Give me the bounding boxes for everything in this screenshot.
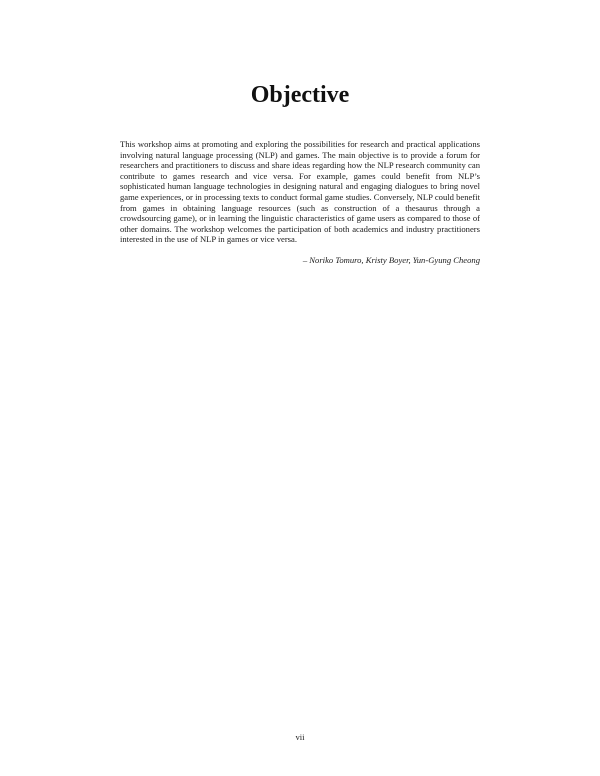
page-title: Objective (250, 82, 350, 108)
objective-paragraph: This workshop aims at promoting and exploring the possibilities for research and practical applications involving natural language processing (NLP) and games. The main objective is to provide a forum for researchers and practitioners to discuss and share ideas regarding how the NLP research community can contribute to games research and vice versa. For example, games could benefit from NLP’s sophisticated human language technologies in designing natural and engaging dialogues to bring novel game experiences, or in processing texts to conduct formal game studies. Conversely, NLP could benefit from games in obtaining language resources (such as construction of a thesaurus through a crowdsourcing game), or in learning the linguistic characteristics of game users as compared to those of other domains. The workshop welcomes the participation of both academics and industry practitioners interested in the use of NLP in games or vice versa. (120, 139, 480, 245)
page-number: vii (295, 732, 305, 742)
author-signature: – Noriko Tomuro, Kristy Boyer, Yun-Gyung Cheong (302, 255, 480, 265)
